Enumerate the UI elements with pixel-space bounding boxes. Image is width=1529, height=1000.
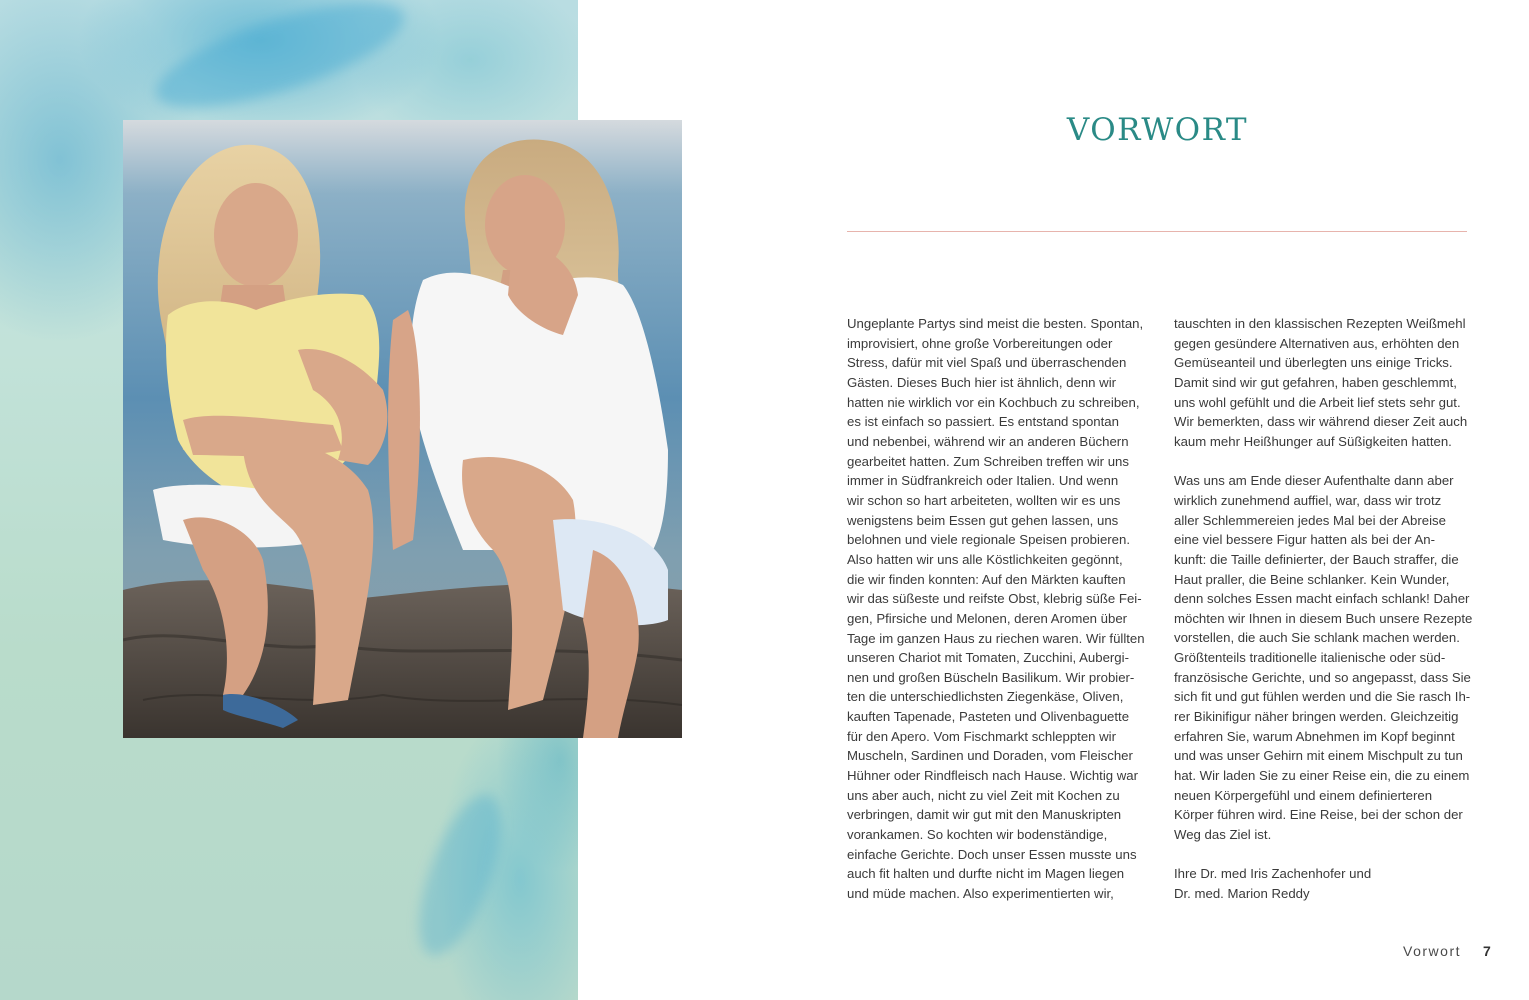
signature-line: Dr. med. Marion Reddy [1174, 886, 1310, 901]
watercolor-wash [146, 0, 415, 128]
text-line: gegen gesündere Alternativen aus, erhöhten den [1174, 335, 1460, 351]
text-line: hat. Wir laden Sie zu einer Reise ein, die zu einem [1174, 768, 1470, 784]
text-line: Körper führen wird. Eine Reise, bei der schon der [1174, 807, 1463, 823]
title-divider [847, 231, 1467, 232]
watercolor-wash [403, 785, 518, 965]
text-line: für den Apero. Vom Fischmarkt schleppten wir [847, 728, 1116, 744]
paragraph-gap [1174, 452, 1474, 472]
text-line: und müde machen. Also experimentierten wir, [847, 886, 1114, 902]
text-line: wirklich zunehmend auffiel, war, dass wir trotz [1174, 492, 1442, 508]
text-line: Hühner oder Rindfleisch nach Hause. Wichtig war [847, 768, 1138, 784]
text-line: nen und großen Büscheln Basilikum. Wir probier- [847, 669, 1135, 685]
text-line: möchten wir Ihnen in diesem Buch unsere Rezepte [1174, 610, 1473, 626]
text-line: erfahren Sie, warum Abnehmen im Kopf beginnt [1174, 728, 1455, 744]
text-line: ten die unterschiedlichsten Ziegenkäse, Oliven, [847, 689, 1124, 705]
text-line: kunft: die Taille definierter, der Bauch straffer, die [1174, 551, 1459, 567]
text-line: Tage im ganzen Haus zu riechen waren. Wir füllten [847, 630, 1145, 646]
text-line: Muscheln, Sardinen und Doraden, vom Fleischer [847, 748, 1133, 764]
text-column-left [847, 314, 1147, 904]
text-line: Also hatten wir uns alle Köstlichkeiten gegönnt, [847, 551, 1123, 567]
text-line: unseren Chariot mit Tomaten, Zucchini, Aubergi- [847, 650, 1129, 666]
text-line: hatten nie wirklich vor ein Kochbuch zu schreiben, [847, 394, 1140, 410]
text-line: immer in Südfrankreich oder Italien. Und wenn [847, 473, 1119, 489]
running-footer-section: Vorwort [1403, 943, 1461, 959]
paragraph-gap [1174, 845, 1474, 865]
text-line: improvisiert, ohne große Vorbereitungen oder [847, 335, 1113, 351]
text-line: aller Schlemmereien jedes Mal bei der Abreise [1174, 512, 1446, 528]
text-line: kauften Tapenade, Pasteten und Olivenbaguette [847, 709, 1130, 725]
text-line: Wir bemerkten, dass wir während dieser Zeit auch [1174, 414, 1468, 430]
text-line: belohnen und viele regionale Speisen probieren. [847, 532, 1131, 548]
text-line: vorstellen, die auch Sie schlank machen werden. [1174, 630, 1460, 646]
text-line: kaum mehr Heißhunger auf Süßigkeiten hatten. [1174, 433, 1452, 449]
text-line: gen, Pfirsiche und Melonen, deren Aromen über [847, 610, 1128, 626]
text-line: gearbeitet hatten. Zum Schreiben treffen wir uns [847, 453, 1129, 469]
text-line: französische Gerichte, und so angepasst, dass Sie [1174, 669, 1471, 685]
authors-photo-illustration [123, 120, 682, 738]
text-line: vorankamen. So kochten wir bodenständige, [847, 827, 1108, 843]
text-line: wir schon so hart arbeiteten, wollten wir es uns [847, 492, 1121, 508]
authors-photo [123, 120, 682, 738]
text-line: neuen Körpergefühl und einem definierteren [1174, 787, 1433, 803]
text-line: wenigstens beim Essen gut gehen lassen, uns [847, 512, 1119, 528]
text-line: Gemüseanteil und überlegten uns einige Tricks. [1174, 355, 1453, 371]
text-line: uns wohl gefühlt und die Arbeit lief stets sehr gut. [1174, 394, 1461, 410]
signature-line: Ihre Dr. med Iris Zachenhofer und [1174, 866, 1372, 882]
text-line: wir das süßeste und reifste Obst, klebrig süße Fei- [847, 591, 1142, 607]
text-line: Damit sind wir gut gefahren, haben geschlemmt, [1174, 374, 1457, 390]
text-line: uns aber auch, nicht zu viel Zeit mit Kochen zu [847, 787, 1120, 803]
text-line: verbringen, damit wir gut mit den Manuskripten [847, 807, 1122, 823]
text-line: Gästen. Dieses Buch hier ist ähnlich, denn wir [847, 374, 1117, 390]
page-number: 7 [1483, 943, 1491, 959]
text-line: einfache Gerichte. Doch unser Essen musste uns [847, 846, 1137, 862]
text-line: tauschten in den klassischen Rezepten Weißmehl [1174, 316, 1466, 331]
text-column-right [1174, 314, 1474, 904]
text-line: Ungeplante Partys sind meist die besten. Spontan, [847, 316, 1144, 331]
text-line: es ist einfach so passiert. Es entstand spontan [847, 414, 1119, 430]
text-line: eine viel bessere Figur hatten als bei der An- [1174, 532, 1435, 548]
text-line: und was unser Gehirn mit einem Mischpult zu tun [1174, 748, 1463, 764]
text-line: Was uns am Ende dieser Aufenthalte dann aber [1174, 473, 1454, 489]
text-line: und nebenbei, während wir an anderen Büchern [847, 433, 1129, 449]
page-title: VORWORT [1066, 112, 1249, 148]
text-line: Weg das Ziel ist. [1174, 827, 1272, 843]
text-line: die wir finden konnten: Auf den Märkten kauften [847, 571, 1126, 587]
text-line: auch fit halten und durfte nicht im Magen liegen [847, 866, 1125, 882]
text-line: Größtenteils traditionelle italienische oder süd- [1174, 650, 1446, 666]
text-line: Haut praller, die Beine schlanker. Kein Wunder, [1174, 571, 1450, 587]
text-line: denn solches Essen macht einfach schlank! Daher [1174, 591, 1470, 607]
text-line: sich fit und gut fühlen werden und die Sie rasch Ih- [1174, 689, 1471, 705]
text-line: rer Bikinifigur näher bringen werden. Gleichzeitig [1174, 709, 1459, 725]
text-line: Stress, dafür mit viel Spaß und überraschenden [847, 355, 1127, 371]
